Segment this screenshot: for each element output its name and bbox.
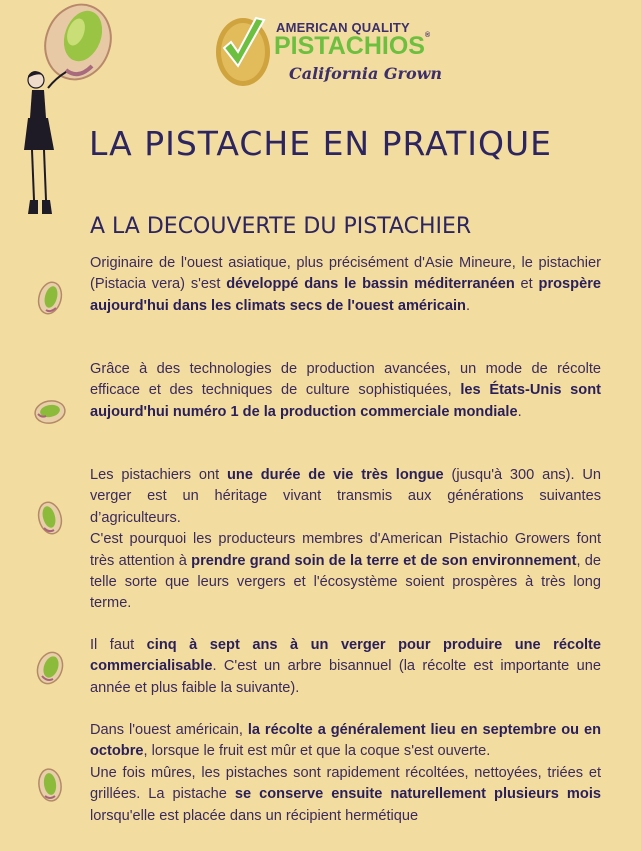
text: (jusqu'à 300 ans). Un verger est un héritage vivant transmis aux générations suivantes d’agriculteurs. (90, 467, 601, 526)
text: Grâce à des technologies de production avancées, un mode de récolte efficace et des techniques de culture sophistiquées, (90, 361, 601, 399)
brand-line-pistachios (274, 32, 430, 61)
page-title: LA PISTACHE EN PRATIQUE (89, 124, 552, 163)
text: lorsqu'elle est placée dans un récipient hermétique (90, 807, 419, 824)
brand-line-american-quality: AMERICAN QUALITY (276, 20, 410, 35)
bold-text: prendre grand soin de la terre et de son environnement (191, 552, 577, 569)
paragraph-harvest (90, 720, 601, 827)
bold-text: les États-Unis sont aujourd'hui numéro 1 de la production commerciale mondiale (90, 382, 601, 420)
text: Une fois mûres, les pistaches sont rapidement récoltées, nettoyées, triées et grillées. La pistache (90, 764, 601, 803)
paragraph-origin (90, 253, 601, 317)
woman-holding-pistachio-illustration (8, 0, 128, 230)
text: . C'est un arbre bisannuel (la récolte est importante une année et plus faible la suivante). (90, 658, 601, 696)
text: Les pistachiers ont (90, 467, 227, 483)
text: et (514, 276, 539, 293)
brand-logo (214, 8, 443, 90)
paragraph-maturity (90, 635, 601, 699)
paragraph-lifespan (90, 465, 601, 615)
text: C'est pourquoi les producteurs membres d'American Pistachio Growers font très attention à (90, 531, 601, 569)
bold-text: une durée de vie très longue (227, 467, 444, 483)
bold-text: développé dans le bassin méditerranéen (226, 276, 515, 293)
bold-text: la récolte a généralement lieu en septembre ou en octobre (90, 722, 601, 760)
pistachio-checkmark-logo-icon (214, 8, 272, 88)
text: . (465, 297, 471, 314)
text: Dans l'ouest américain, (90, 722, 248, 738)
bold-text: cinq à sept ans à un verger pour produire une récolte commercialisable (90, 637, 602, 675)
pistachio-bullet-icon (34, 500, 66, 536)
registered-mark: ® (424, 32, 431, 39)
text: Originaire de l'ouest asiatique, plus précisément d'Asie Mineure, le pistachier (Pistacia vera) s'est (90, 255, 601, 293)
bold-text: prospère aujourd'hui dans les climats secs de l'ouest américain (90, 276, 601, 314)
text: . (517, 403, 522, 420)
pistachio-bullet-icon (34, 280, 66, 316)
text: Il faut (90, 637, 147, 653)
section-title: A LA DECOUVERTE DU PISTACHIER (90, 214, 472, 239)
text: , de telle sorte que leurs vergers et l'écosystème soient prospères à très long terme. (90, 552, 602, 612)
pistachio-bullet-icon (34, 650, 66, 686)
paragraph-production (90, 359, 601, 423)
text: , lorsque le fruit est mûr et que la coque s'est ouverte. (143, 743, 491, 760)
brand-line-california-grown: California Grown (289, 64, 443, 83)
pistachio-bullet-icon (34, 767, 66, 803)
bold-text: se conserve ensuite naturellement plusieurs mois (234, 786, 601, 803)
brand-name: PISTACHIOS (274, 32, 425, 60)
pistachio-bullet-icon (34, 394, 66, 430)
